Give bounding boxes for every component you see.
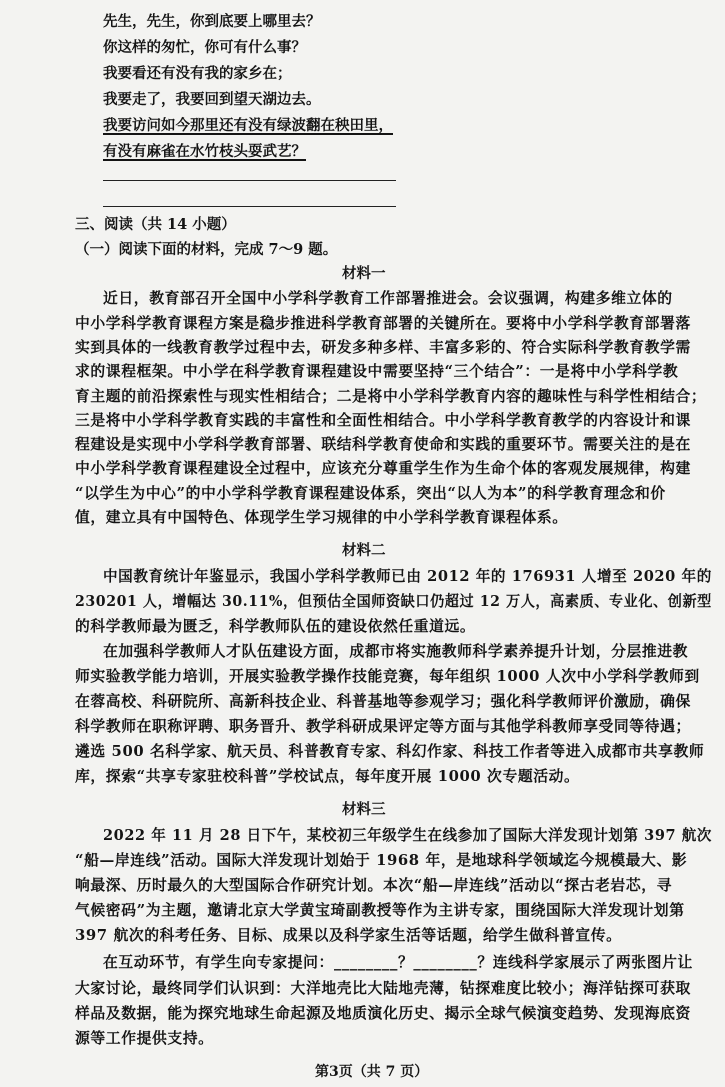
material-3-line: 大家讨论，最终同学们认识到：大洋地壳比大陆地壳薄，钻探难度比较小；海洋钻探可获取 [75,980,691,997]
material-1-line: 中小学科学教育课程方案是稳步推进科学教育部署的关键所在。要将中小学科学教育部署落 [75,315,691,332]
material-1-line: 中小学科学教育课程建设全过程中，应该充分尊重学生作为生命个体的客观发展规律，构建 [75,460,691,477]
material-2-line: 在加强科学教师人才队伍建设方面，成都市将实施教师科学素养提升计划，分层推进教 [103,643,689,660]
material-3-line: 响最深、历时最久的大型国际合作研究计划。本次“船—岸连线”活动以“探古老岩芯，寻 [75,877,673,894]
poem-line: 我要走了，我要回到望天湖边去。 [103,91,321,108]
material-2-line: 中国教育统计年鉴显示，我国小学科学教师已由 2012 年的 176931 人增至 2020 年的 [103,568,712,585]
answer-blank-line[interactable] [103,180,396,181]
material-1-line: 求的课程框架。中小学在科学教育课程建设中需要坚持“三个结合”：一是将中小学科学教 [75,363,679,380]
material-1-title: 材料一 [342,265,386,282]
material-2-line: 遴选 500 名科学家、航天员、科普教育专家、科幻作家、科技工作者等进入成都市共享教师 [75,743,705,760]
section-subheading: （一）阅读下面的材料，完成 7～9 题。 [75,241,338,258]
material-3-line: 源等工作提供支持。 [75,1030,214,1047]
section-heading: 三、阅读（共 14 小题） [75,216,236,233]
material-2-line: 230201 人，增幅达 30.11%，但预估全国师资缺口仍超过 12 万人，高素质、专业化、创新型 [75,593,712,610]
material-3-line: 2022 年 11 月 28 日下午，某校初三年级学生在线参加了国际大洋发现计划第 397 航次 [103,827,712,844]
material-1-line: 程建设是实现中小学科学教育部署、联结科学教育使命和实践的重要环节。需要关注的是在 [75,436,691,453]
material-1-line: 三是将中小学科学教育实践的丰富性和全面性相结合。中小学科学教育教学的内容设计和课 [75,412,691,429]
material-1-line: 近日，教育部召开全国中小学科学教育工作部署推进会。会议强调，构建多维立体的 [103,290,673,307]
poem-line: 我要看还有没有我的家乡在； [103,65,292,82]
material-1-line: “以学生为中心”的中小学科学教育课程建设体系，突出“以人为本”的科学教育理念和价 [75,485,666,502]
material-1-line: 实到具体的一线教育教学过程中去，研发多种多样、丰富多彩的、符合实际科学教育教学需 [75,339,691,356]
material-3-line: “船—岸连线”活动。国际大洋发现计划始于 1968 年，是地球科学领域迄今规模最大、影 [75,852,688,869]
material-3-line: 气候密码”为主题，邀请北京大学黄宝琦副教授等作为主讲专家，围绕国际大洋发现计划第 [75,902,685,919]
material-3-line: 397 航次的科考任务、目标、成果以及科学家生活等话题，给学生做科普宣传。 [75,927,622,944]
material-3-line: 样品及数据，能为探究地球生命起源及地质演化历史、揭示全球气候演变趋势、发现海底资 [75,1005,691,1022]
material-1-line: 育主题的前沿探索性与现实性相结合；二是将中小学科学教育内容的趣味性与科学性相结合； [75,388,707,405]
material-2-title: 材料二 [342,542,386,559]
material-2-line: 师实验教学能力培训，开展实验教学操作技能竞赛，每年组织 1000 人次中小学科学教师到 [75,668,700,685]
poem-line: 你这样的匆忙，你可有什么事？ [103,39,306,56]
material-2-line: 的科学教师最为匮乏，科学教师队伍的建设依然任重道远。 [75,618,476,635]
material-2-line: 科学教师在职称评聘、职务晋升、教学科研成果评定等方面与其他学科教师享受同等待遇； [75,718,691,735]
answer-blank-line[interactable] [103,206,396,207]
poem-line: 先生，先生，你到底要上哪里去？ [103,13,321,30]
page-number: 第3页（共 7 页） [315,1064,429,1080]
material-1-line: 值，建立具有中国特色、体现学生学习规律的中小学科学教育课程体系。 [75,509,568,526]
material-2-line: 库，探索“共享专家驻校科普”学校试点，每年度开展 1000 次专题活动。 [75,768,580,785]
material-3-line-with-blanks[interactable]: 在互动环节，有学生向专家提问：________？________？连线科学家展示了两张图片让 [103,954,693,971]
poem-line-underlined: 我要访问如今那里还有没有绿波翻在秧田里， [103,117,393,134]
poem-line-underlined: 有没有麻雀在水竹枝头耍武艺？ [103,143,306,160]
material-3-title: 材料三 [342,801,386,818]
material-2-line: 在蓉高校、科研院所、高新科技企业、科普基地等参观学习；强化科学教师评价激励，确保 [75,693,691,710]
